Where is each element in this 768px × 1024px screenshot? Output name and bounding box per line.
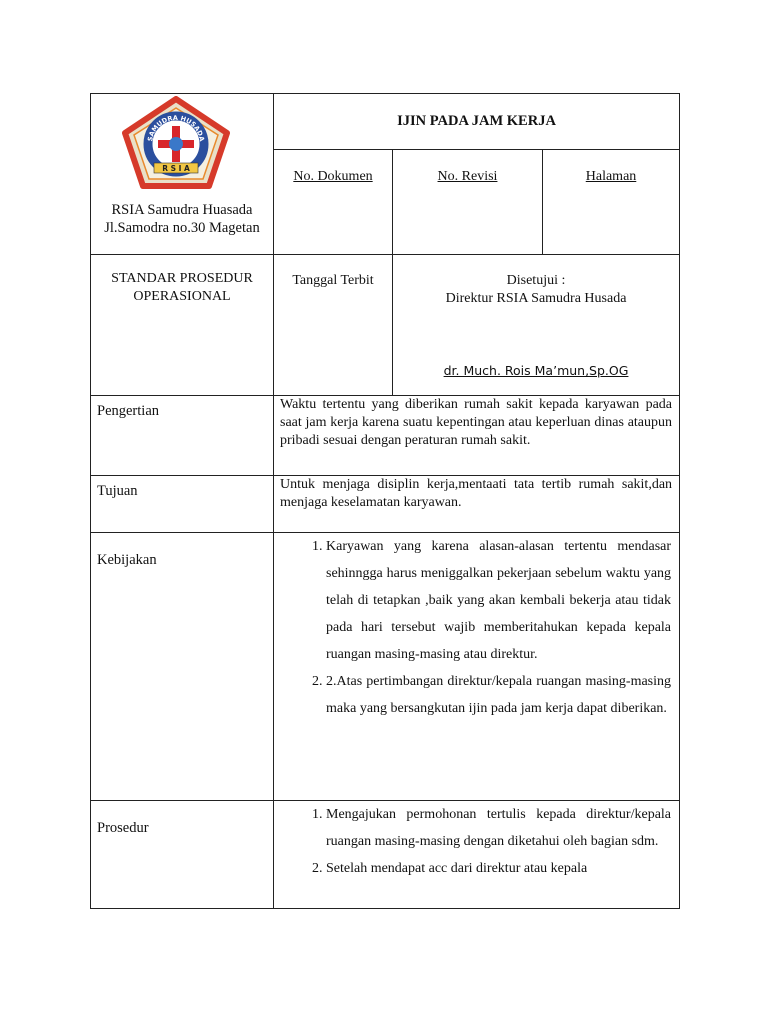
section-list-kebijakan [274,533,680,801]
list-item: 2. Setelah mendapat acc dari direktur atau kepala [326,855,671,882]
approved-label: Disetujui : [506,273,566,288]
section-list-prosedur [274,801,680,909]
org-name: RSIA Samudra Huasada [111,202,253,218]
document-title: IJIN PADA JAM KERJA [274,94,680,150]
svg-text:R S I A: R S I A [162,164,190,173]
svg-text:SAMUDRA HUSADA: SAMUDRA HUSADA [146,113,206,143]
revision-label: No. Revisi [393,150,543,255]
section-text-pengertian: Waktu tertentu yang diberikan rumah sakit kepada karyawan pada saat jam kerja karena suatu kepentingan atau keperluan dinas ataupun pribadi sesuai dengan peraturan rumah sakit. [274,396,680,476]
approved-by: Direktur RSIA Samudra Husada [445,291,627,306]
issue-date-label: Tanggal Terbit [274,255,393,396]
approval-cell [393,255,680,396]
rsia-logo [121,96,231,192]
signatory-name: dr. Much. Rois Ma’mun,Sp.OG [443,363,629,378]
section-label-kebijakan: Kebijakan [91,533,274,801]
org-cell [91,94,274,255]
list-item: 1. Karyawan yang karena alasan-alasan tertentu mendasar sehinngga harus meniggalkan pekerjaan sebelum waktu yang telah di tetapkan ,baik yang akan kembali bekerja atau tidak pada hari tersebut wajib memberitahukan kepada kepala ruangan masing-masing atau direktur. [326,533,671,668]
section-text-tujuan: Untuk menjaga disiplin kerja,mentaati tata tertib rumah sakit,dan menjaga keselamatan karyawan. [274,476,680,533]
page-label: Halaman [543,150,680,255]
sop-table [90,93,680,909]
org-info [91,201,273,237]
doc-number-label: No. Dokumen [274,150,393,255]
section-label-prosedur: Prosedur [91,801,274,909]
list-item: 1. Mengajukan permohonan tertulis kepada direktur/kepala ruangan masing-masing dengan diketahui oleh bagian sdm. [326,801,671,855]
list-item: 2. 2.Atas pertimbangan direktur/kepala ruangan masing-masing maka yang bersangkutan ijin pada jam kerja dapat diberikan. [326,668,671,722]
section-label-pengertian: Pengertian [91,396,274,476]
org-address: Jl.Samodra no.30 Magetan [104,220,260,236]
sop-label: STANDAR PROSEDUR OPERASIONAL [91,255,274,396]
section-label-tujuan: Tujuan [91,476,274,533]
